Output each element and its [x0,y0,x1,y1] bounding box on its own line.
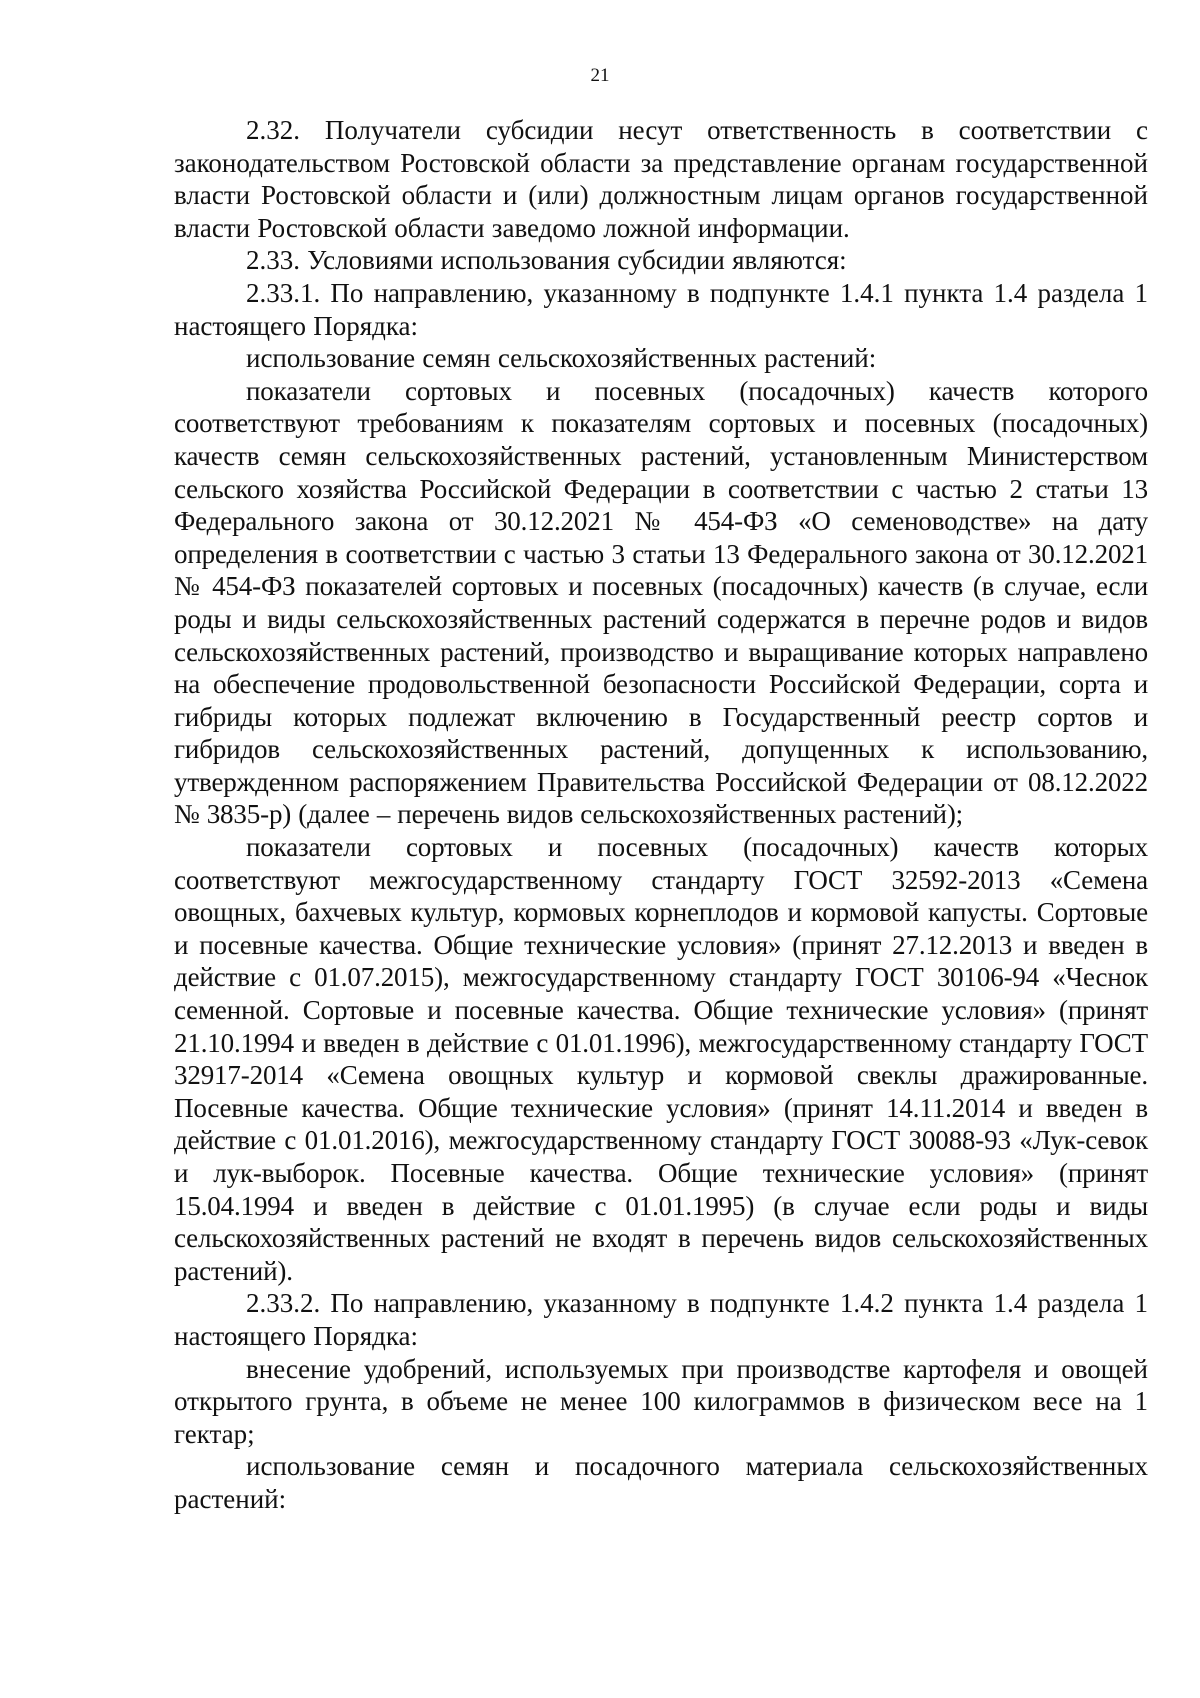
paragraph-gost-standards: показатели сортовых и посевных (посадочных) качеств которых соответствуют межгосударственному стандарту ГОСТ 32592-2013 «Семена овощных, бахчевых культур, кормовых корнеплодов и кормовой капусты. Сортовые и посевные качества. Общие технические условия» (принят 27.12.2013 и введен в действие с 01.07.2015), межгосударственному стандарту ГОСТ 30106-94 «Чеснок семенной. Сортовые и посевные качества. Общие технические условия» (принят 21.10.1994 и введен в действие с 01.01.1996), межгосударственному стандарту ГОСТ 32917-2014 «Семена овощных культур и кормовой свеклы дражированные. Посевные качества. Общие технические условия» (принят 14.11.2014 и введен в действие с 01.01.2016), межгосударственному стандарту ГОСТ 30088-93 «Лук-севок и лук-выборок. Посевные качества. Общие технические условия» (принят 15.04.1994 и введен в действие с 01.01.1995) (в случае если роды и виды сельскохозяйственных растений не входят в перечень видов сельскохозяйственных растений). [174,832,1148,1286]
paragraph-2-33-1: 2.33.1. По направлению, указанному в подпункте 1.4.1 пункта 1.4 раздела 1 настоящего Порядка: [174,277,1148,341]
paragraph-seeds-use: использование семян сельскохозяйственных растений: [246,343,877,374]
paragraph-planting-material: использование семян и посадочного материала сельскохозяйственных растений: [174,1451,1148,1514]
paragraph-seed-quality-requirements: показатели сортовых и посевных (посадочных) качеств которого соответствуют требованиям к показателям сортовых и посевных (посадочных) качеств семян сельскохозяйственных растений, установленным Министерством сельского хозяйства Российской Федерации в соответствии с частью 2 статьи 13 Федерального закона от 30.12.2021 № 454-ФЗ «О семеноводстве» на дату определения в соответствии с частью 3 статьи 13 Федерального закона от 30.12.2021 № 454-ФЗ показателей сортовых и посевных (посадочных) качеств (в случае, если роды и виды сельскохозяйственных растений содержатся в перечне родов и видов сельскохозяйственных растений, производство и выращивание которых направлено на обеспечение продовольственной безопасности Российской Федерации, сорта и гибриды которых подлежат включению в Государственный реестр сортов и гибридов сельскохозяйственных растений, допущенных к использованию, утвержденном распоряжением Правительства Российской Федерации от 08.12.2022 № 3835-р) (далее – перечень видов сельскохозяйственных растений); [174,375,1148,830]
document-body [174,114,1148,1516]
page-number: 21 [590,65,610,86]
paragraph-2-32: 2.32. Получатели субсидии несут ответственность в соответствии с законодательством Ростовской области за представление органам государственной власти Ростовской области и (или) должностным лицам органов государственной власти Ростовской области заведомо ложной информации. [174,115,1148,243]
paragraph-2-33-2: 2.33.2. По направлению, указанному в подпункте 1.4.2 пункта 1.4 раздела 1 настоящего Порядка: [174,1288,1148,1351]
paragraph-fertilizers: внесение удобрений, используемых при производстве картофеля и овощей открытого грунта, в объеме не менее 100 килограммов в физическом весе на 1 гектар; [174,1353,1148,1449]
paragraph-2-33: 2.33. Условиями использования субсидии являются: [246,245,847,276]
